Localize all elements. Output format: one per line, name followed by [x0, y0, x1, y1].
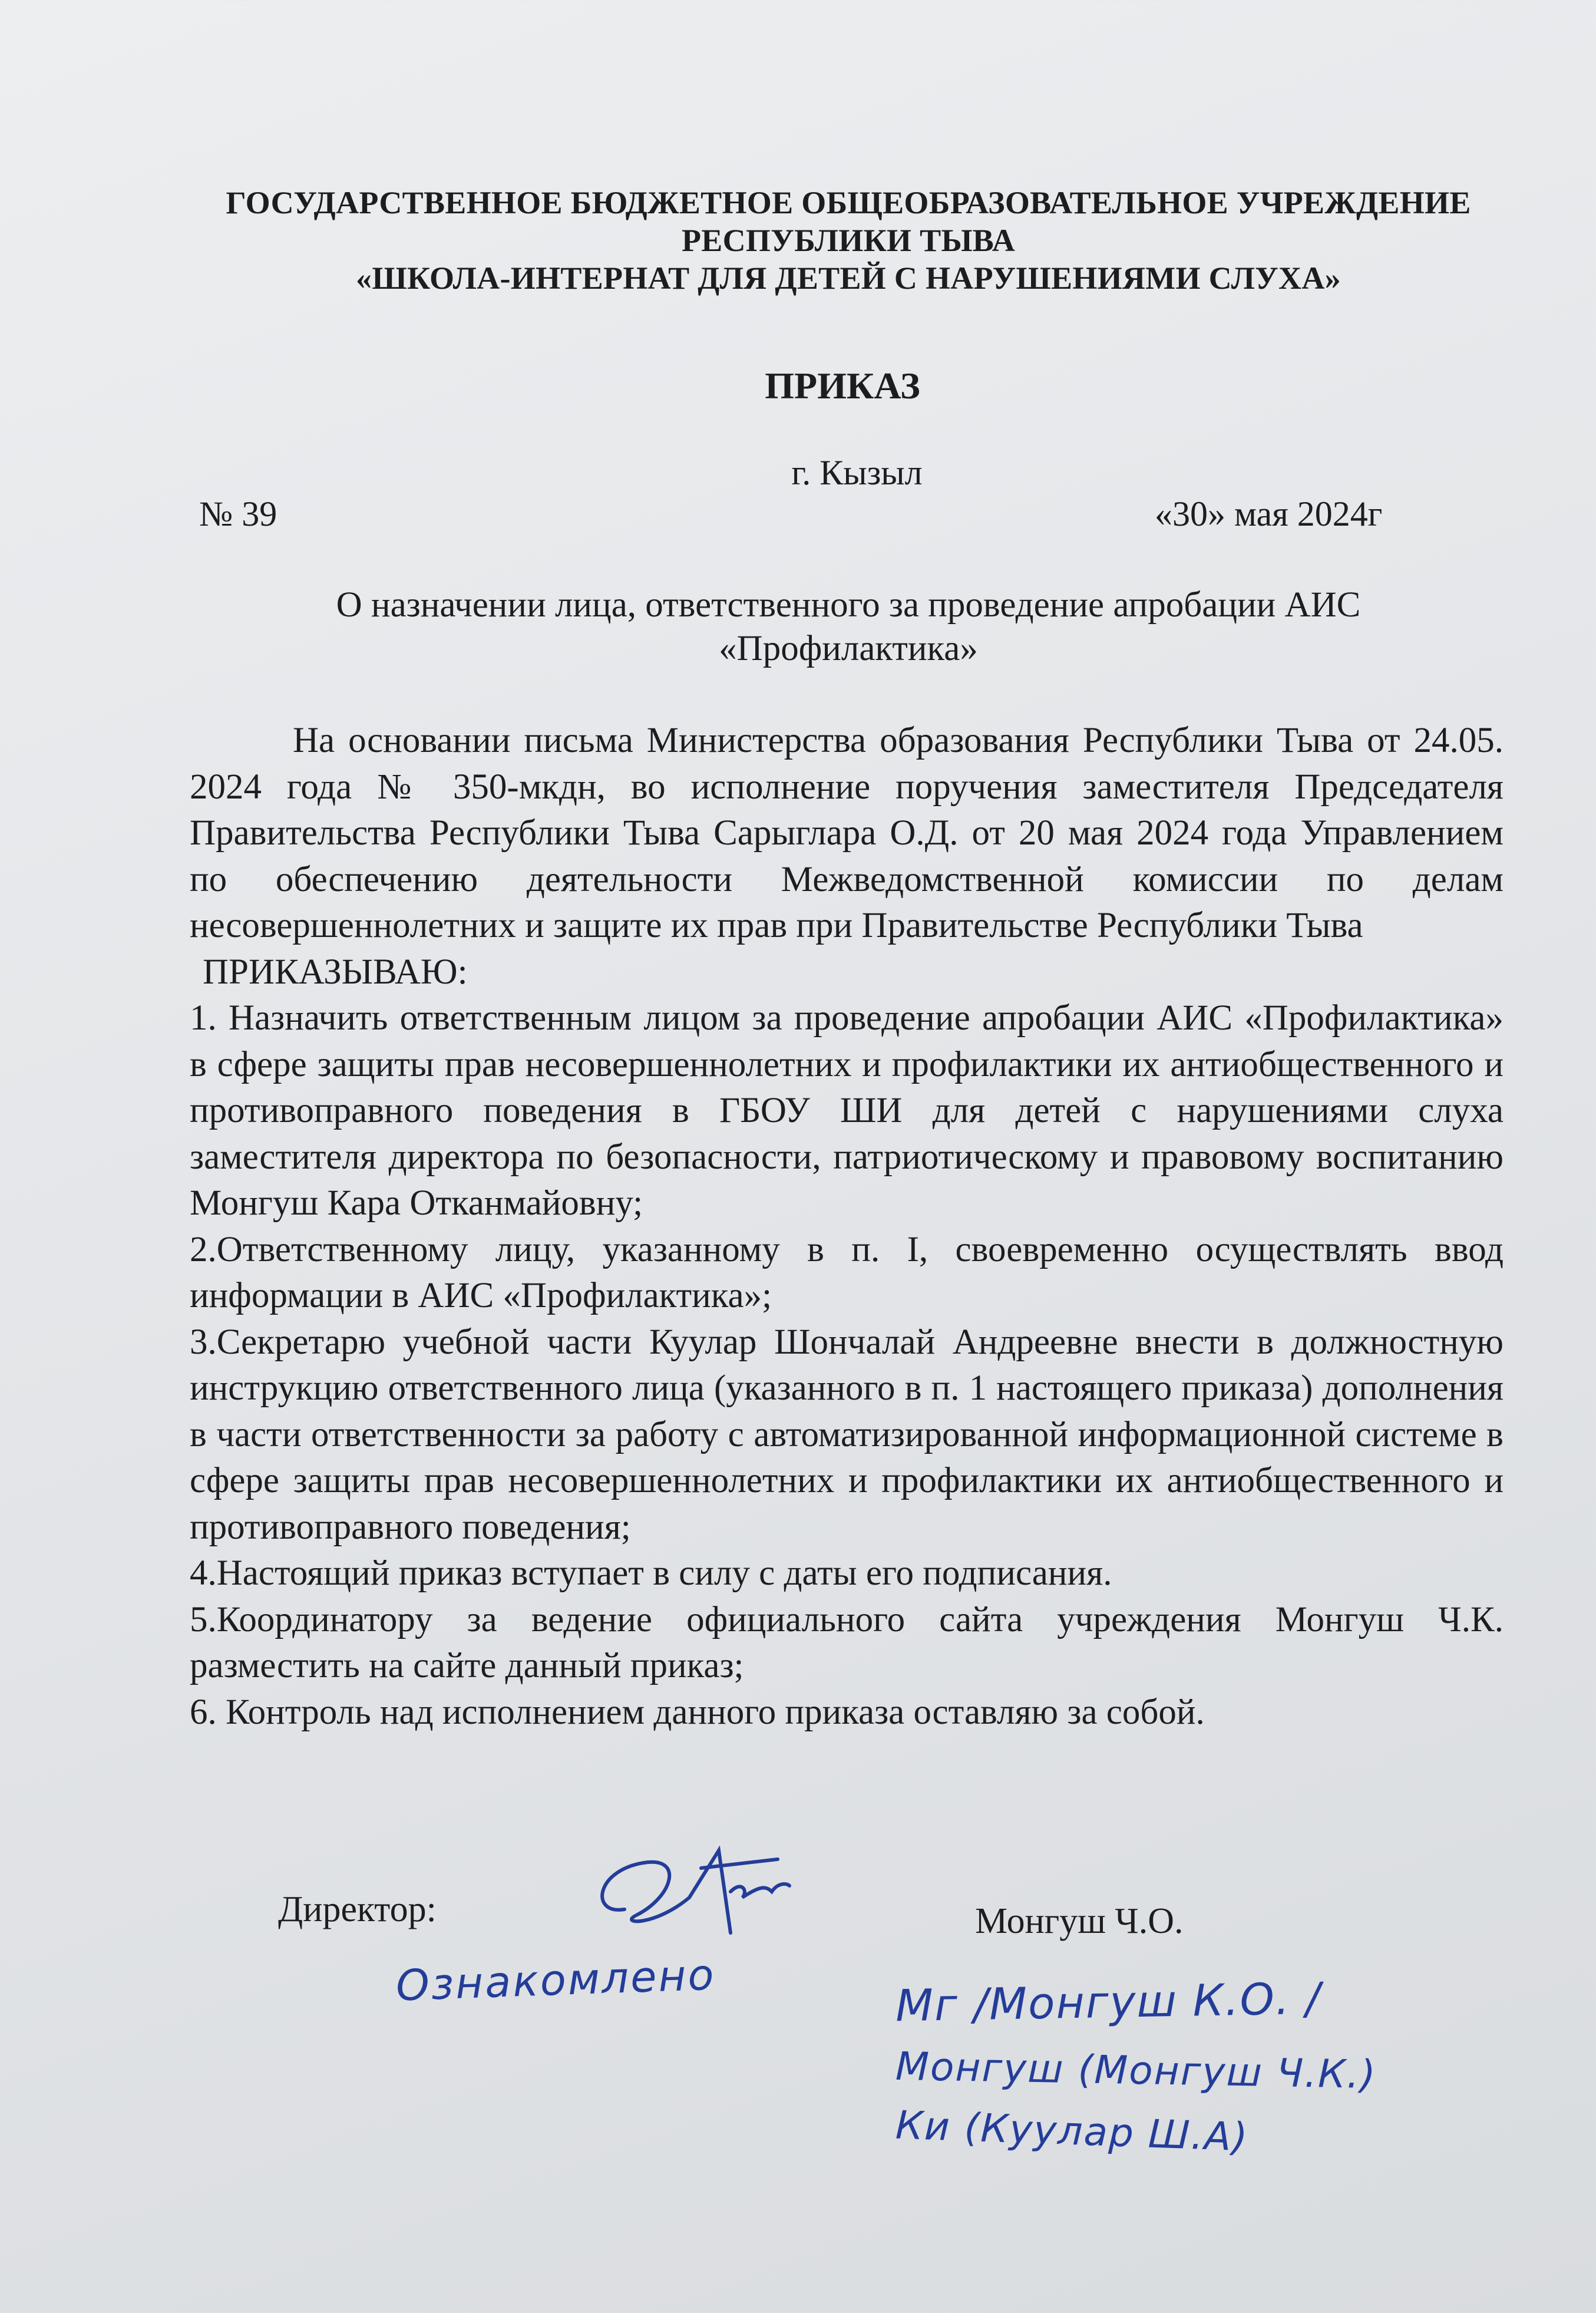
acknowledgement-line-2: Монгуш (Монгуш Ч.К.): [895, 2043, 1377, 2098]
director-name: Монгуш Ч.О.: [975, 1901, 1184, 1941]
acknowledgement-line-1: Мг /Монгуш К.О. /: [895, 1973, 1322, 2032]
order-item-4: 4.Настоящий приказ вступает в силу с даты его подписания.: [190, 1553, 1112, 1593]
header-line-2: РЕСПУБЛИКИ ТЫВА: [681, 223, 1016, 258]
order-item-5: 5.Координатору за ведение официального сайта учреждения Монгуш Ч.К. разместить на сайте данный приказ;: [190, 1599, 1504, 1685]
document-subject: [194, 583, 1502, 671]
document-number: № 39: [199, 494, 277, 533]
order-item-1: 1. Назначить ответственным лицом за проведение апробации АИС «Профилактика» в сфере защиты прав несовершеннолетних и профилактики их антиобщественного и противоправного поведения в ГБОУ ШИ для детей с нарушениями слуха заместителя директора по безопасности, патриотическому и правовому воспитанию Монгуш Кара Отканмайовну;: [190, 998, 1504, 1223]
director-label: Директор:: [278, 1889, 437, 1929]
header-line-1: ГОСУДАРСТВЕННОЕ БЮДЖЕТНОЕ ОБЩЕОБРАЗОВАТЕЛЬНОЕ УЧРЕЖДЕНИЕ: [226, 185, 1471, 220]
order-item-2: 2.Ответственному лицу, указанному в п. I, своевременно осуществлять ввод информации в АИС «Профилактика»;: [190, 1229, 1504, 1315]
header-line-3: «ШКОЛА-ИНТЕРНАТ ДЛЯ ДЕТЕЙ С НАРУШЕНИЯМИ СЛУХА»: [356, 260, 1341, 296]
director-signature: [583, 1827, 795, 1951]
acknowledgement-line-3: Ки (Куулар Ш.А): [894, 2102, 1250, 2160]
document-title: ПРИКАЗ: [765, 365, 920, 407]
subject-line-2: «Профилактика»: [719, 629, 978, 668]
order-item-3: 3.Секретарю учебной части Куулар Шончалай Андреевне внести в должностную инструкцию ответственного лица (указанного в п. 1 настоящего приказа) дополнения в части ответственности за работу с автоматизированной информационной системе в сфере защиты прав несовершеннолетних и профилактики их антиобщественного и противоправного поведения;: [190, 1322, 1504, 1547]
acknowledged-note: Ознакомлено: [395, 1949, 716, 2011]
order-command: ПРИКАЗЫВАЮ:: [203, 952, 468, 992]
document-body: [190, 718, 1504, 1735]
document-city: г. Кызыл: [791, 453, 923, 492]
organization-header: [194, 184, 1502, 297]
document-date: «30» мая 2024г: [1155, 494, 1383, 533]
order-item-6: 6. Контроль над исполнением данного приказа оставляю за собой.: [190, 1692, 1205, 1732]
preamble-paragraph: На основании письма Министерства образования Республики Тыва от 24.05. 2024 года № 350-мкдн, во исполнение поручения заместителя Председателя Правительства Республики Тыва Сарыглара О.Д. от 20 мая 2024 года Управлением по обеспечению деятельности Межведомственной комиссии по делам несовершеннолетних и защите их прав при Правительстве Республики Тыва: [190, 721, 1504, 945]
subject-line-1: О назначении лица, ответственного за проведение апробации АИС: [336, 585, 1361, 625]
